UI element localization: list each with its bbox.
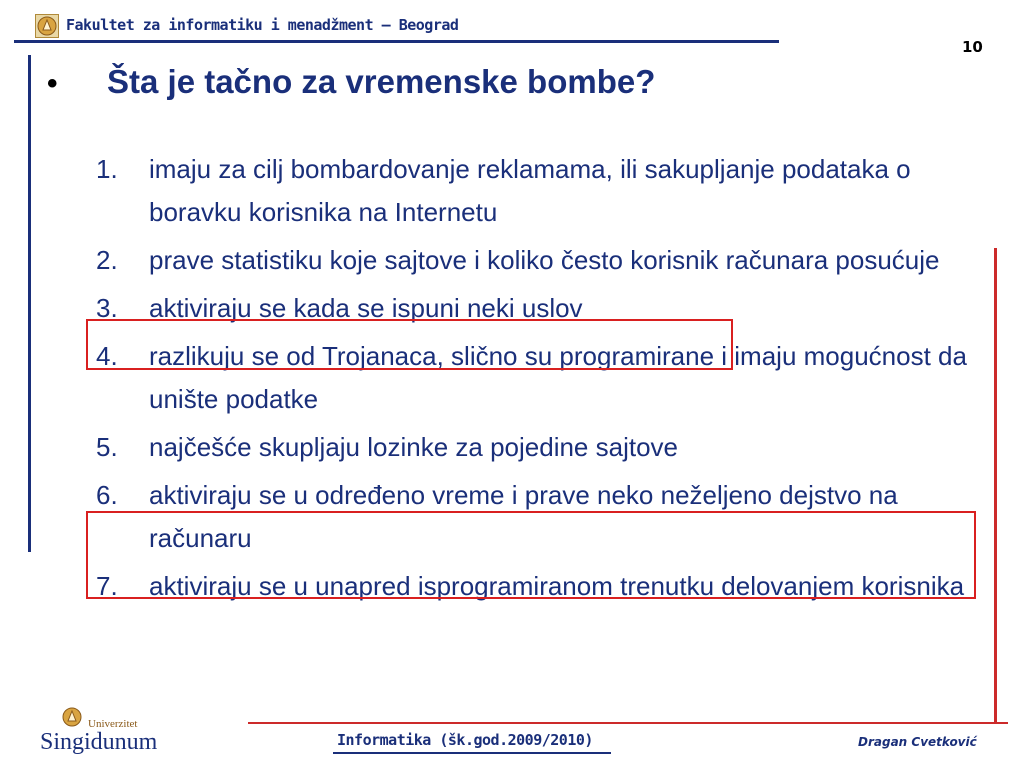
logo-wordmark: Singidunum (40, 729, 158, 755)
item-number: 4. (96, 341, 118, 371)
item-number: 1. (96, 154, 118, 184)
university-logo (40, 705, 175, 760)
left-rule (28, 55, 31, 552)
item-number: 2. (96, 245, 118, 275)
header-divider (14, 40, 779, 43)
footer-divider (248, 722, 1008, 724)
item-number: 3. (96, 293, 118, 323)
faculty-logo-icon (35, 14, 59, 38)
item-text: imaju za cilj bombardovanje reklamama, ili sakupljanje podataka o boravku korisnika na Internetu (149, 154, 911, 227)
list-item (96, 426, 986, 469)
item-number: 7. (96, 571, 118, 601)
item-text: prave statistiku koje sajtove i koliko često korisnik računara posućuje (149, 245, 940, 275)
footer-course: Informatika (šk.god.2009/2010) (337, 731, 593, 749)
logo-university-word: Univerzitet (88, 718, 138, 730)
highlight-box-item-6 (86, 511, 976, 599)
item-text: aktiviraju se kada se ispuni neki uslov (149, 293, 583, 323)
slide-heading: Šta je tačno za vremenske bombe? (107, 63, 656, 100)
highlight-box-item-3 (86, 319, 733, 370)
item-number: 6. (96, 480, 118, 510)
list-item (96, 148, 986, 234)
heading-bullet: • (47, 67, 58, 100)
item-text: najčešće skupljaju lozinke za pojedine sajtove (149, 432, 678, 462)
university-emblem-icon (63, 708, 81, 726)
item-text: aktiviraju se u određeno vreme i prave neko neželjeno dejstvo na računaru (149, 480, 898, 553)
page-number: 10 (962, 38, 983, 56)
footer-author: Dragan Cvetković (858, 735, 977, 749)
item-number: 5. (96, 432, 118, 462)
item-text: razlikuju se od Trojanaca, slično su programirane i imaju mogućnost da unište podatke (149, 341, 967, 414)
header-title: Fakultet za informatiku i menadžment – Beograd (66, 16, 459, 34)
footer-course-underline (333, 752, 611, 754)
right-rule (994, 248, 997, 723)
list-item (96, 239, 986, 282)
item-text: aktiviraju se u unapred isprogramiranom trenutku delovanjem korisnika (149, 571, 965, 601)
